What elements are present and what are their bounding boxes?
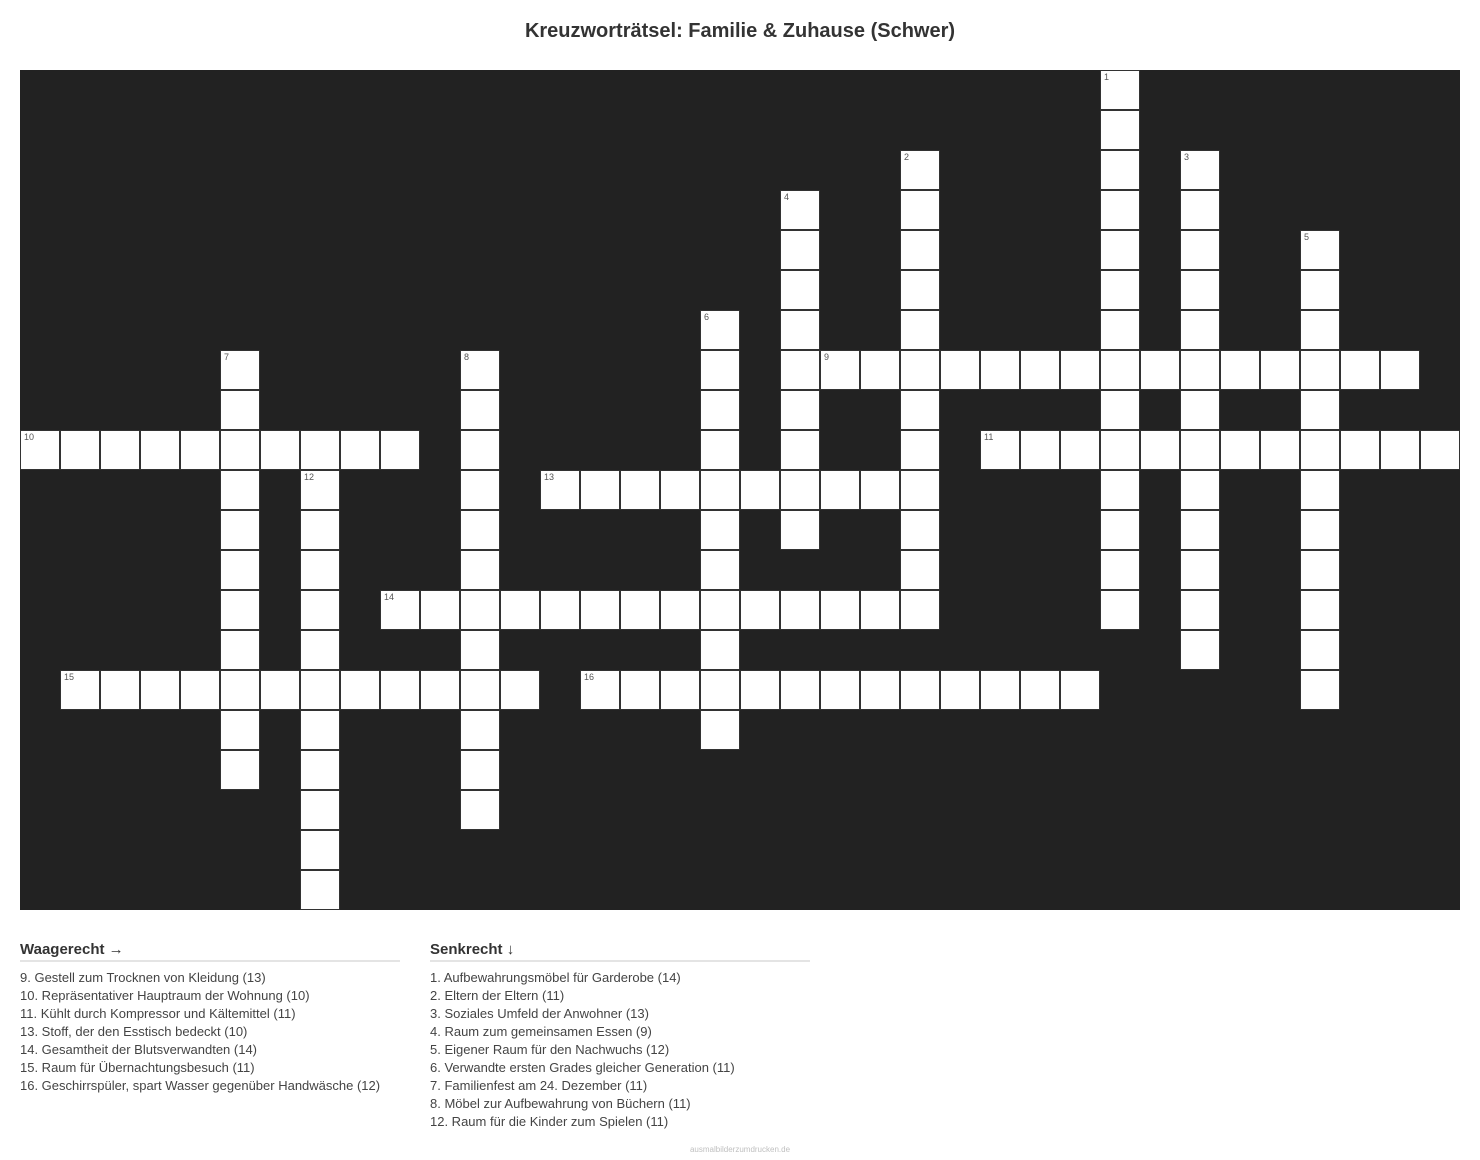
down-clue: 5. Eigener Raum für den Nachwuchs (12) [430, 1042, 670, 1057]
clue-number: 8 [464, 352, 470, 362]
grid-cell[interactable] [900, 350, 940, 390]
grid-cell[interactable] [1300, 470, 1340, 510]
down-clue: 1. Aufbewahrungsmöbel für Garderobe (14) [430, 970, 681, 985]
grid-cell[interactable] [180, 670, 220, 710]
down-clues-heading: Senkrecht ↓ [430, 941, 810, 962]
grid-cell[interactable] [700, 390, 740, 430]
grid-cell[interactable] [1300, 550, 1340, 590]
grid-cell[interactable] [580, 470, 620, 510]
down-clue: 8. Möbel zur Aufbewahrung von Büchern (11) [430, 1096, 691, 1111]
grid-cell[interactable] [1060, 430, 1100, 470]
grid-cell[interactable] [1140, 350, 1180, 390]
grid-cell[interactable] [700, 550, 740, 590]
grid-cell[interactable] [860, 590, 900, 630]
down-clues-panel [430, 941, 810, 1131]
grid-cell[interactable] [1300, 510, 1340, 550]
grid-cell[interactable] [220, 430, 260, 470]
grid-cell[interactable] [1300, 670, 1340, 710]
grid-cell[interactable] [740, 590, 780, 630]
grid-cell[interactable] [700, 510, 740, 550]
across-clue: 14. Gesamtheit der Blutsverwandten (14) [20, 1042, 258, 1057]
grid-cell[interactable] [820, 350, 860, 390]
grid-cell[interactable] [740, 470, 780, 510]
grid-cell[interactable] [1180, 470, 1220, 510]
grid-cell[interactable] [940, 350, 980, 390]
grid-cell[interactable] [300, 430, 340, 470]
grid-cell[interactable] [220, 630, 260, 670]
grid-cell[interactable] [300, 470, 340, 510]
grid-cell[interactable] [1100, 70, 1140, 110]
clue-number: 4 [784, 192, 790, 202]
grid-cell[interactable] [900, 310, 940, 350]
across-clues-panel [20, 941, 400, 1095]
grid-cell[interactable] [1300, 390, 1340, 430]
grid-cell[interactable] [700, 670, 740, 710]
grid-cell[interactable] [780, 390, 820, 430]
grid-cell[interactable] [460, 630, 500, 670]
grid-cell[interactable] [460, 550, 500, 590]
grid-cell[interactable] [460, 750, 500, 790]
grid-cell[interactable] [1180, 350, 1220, 390]
grid-cell[interactable] [660, 670, 700, 710]
grid-cell[interactable] [940, 670, 980, 710]
across-clue: 13. Stoff, der den Esstisch bedeckt (10) [20, 1024, 248, 1039]
grid-cell[interactable] [1180, 590, 1220, 630]
grid-cell[interactable] [1180, 230, 1220, 270]
grid-cell[interactable] [1260, 430, 1300, 470]
grid-cell[interactable] [1140, 430, 1180, 470]
grid-cell[interactable] [1100, 470, 1140, 510]
grid-cell[interactable] [900, 670, 940, 710]
across-clue: 15. Raum für Übernachtungsbesuch (11) [20, 1060, 255, 1075]
grid-cell[interactable] [1340, 430, 1380, 470]
grid-cell[interactable] [700, 430, 740, 470]
grid-cell[interactable] [1220, 430, 1260, 470]
grid-cell[interactable] [780, 190, 820, 230]
grid-cell[interactable] [1060, 350, 1100, 390]
grid-cell[interactable] [1300, 230, 1340, 270]
grid-cell[interactable] [900, 550, 940, 590]
clue-number: 11 [984, 432, 994, 442]
grid-cell[interactable] [500, 590, 540, 630]
grid-cell[interactable] [900, 230, 940, 270]
grid-cell[interactable] [900, 390, 940, 430]
grid-cell[interactable] [220, 750, 260, 790]
grid-cell[interactable] [540, 590, 580, 630]
grid-cell[interactable] [780, 270, 820, 310]
clue-number: 7 [224, 352, 230, 362]
grid-cell[interactable] [620, 590, 660, 630]
grid-cell[interactable] [1180, 550, 1220, 590]
grid-cell[interactable] [740, 670, 780, 710]
grid-cell[interactable] [380, 670, 420, 710]
clue-number: 14 [384, 592, 395, 602]
clue-number: 13 [544, 472, 555, 482]
grid-cell[interactable] [540, 470, 580, 510]
grid-cell[interactable] [700, 590, 740, 630]
grid-cell[interactable] [460, 430, 500, 470]
grid-cell[interactable] [700, 630, 740, 670]
grid-cell[interactable] [860, 470, 900, 510]
grid-cell[interactable] [900, 470, 940, 510]
grid-cell[interactable] [460, 470, 500, 510]
grid-cell[interactable] [420, 590, 460, 630]
footer-credit: ausmalbilderzumdrucken.de [689, 1145, 791, 1154]
grid-cell[interactable] [1300, 590, 1340, 630]
grid-cell[interactable] [1260, 350, 1300, 390]
grid-cell[interactable] [780, 230, 820, 270]
grid-cell[interactable] [1180, 310, 1220, 350]
grid-cell[interactable] [1100, 390, 1140, 430]
across-clue: 9. Gestell zum Trocknen von Kleidung (13) [20, 970, 266, 985]
grid-cell[interactable] [1300, 310, 1340, 350]
down-clue: 7. Familienfest am 24. Dezember (11) [430, 1078, 648, 1093]
grid-cell[interactable] [580, 590, 620, 630]
grid-cell[interactable] [1100, 270, 1140, 310]
grid-cell[interactable] [1100, 190, 1140, 230]
grid-cell[interactable] [1380, 350, 1420, 390]
grid-cell[interactable] [860, 670, 900, 710]
grid-cell[interactable] [1220, 350, 1260, 390]
grid-cell[interactable] [1180, 510, 1220, 550]
down-clue: 2. Eltern der Eltern (11) [430, 988, 565, 1003]
grid-cell[interactable] [140, 430, 180, 470]
grid-cell[interactable] [820, 470, 860, 510]
grid-cell[interactable] [100, 430, 140, 470]
clue-number: 5 [1304, 232, 1310, 242]
grid-cell[interactable] [380, 430, 420, 470]
grid-cell[interactable] [820, 670, 860, 710]
grid-cell[interactable] [220, 390, 260, 430]
grid-cell[interactable] [460, 790, 500, 830]
grid-cell[interactable] [820, 590, 860, 630]
clue-number: 15 [64, 672, 75, 682]
grid-cell[interactable] [220, 710, 260, 750]
grid-cell[interactable] [1300, 350, 1340, 390]
grid-cell[interactable] [900, 150, 940, 190]
grid-cell[interactable] [620, 670, 660, 710]
grid-cell[interactable] [60, 430, 100, 470]
grid-cell[interactable] [220, 350, 260, 390]
grid-cell[interactable] [700, 710, 740, 750]
grid-cell[interactable] [220, 470, 260, 510]
grid-cell[interactable] [460, 590, 500, 630]
grid-cell[interactable] [300, 630, 340, 670]
grid-cell[interactable] [1340, 350, 1380, 390]
grid-cell[interactable] [900, 190, 940, 230]
grid-cell[interactable] [1180, 430, 1220, 470]
grid-cell[interactable] [460, 710, 500, 750]
grid-cell[interactable] [300, 750, 340, 790]
grid-cell[interactable] [700, 310, 740, 350]
grid-cell[interactable] [1100, 350, 1140, 390]
grid-cell[interactable] [460, 510, 500, 550]
grid-cell[interactable] [140, 670, 180, 710]
grid-cell[interactable] [780, 430, 820, 470]
grid-cell[interactable] [1180, 150, 1220, 190]
grid-cell[interactable] [1100, 150, 1140, 190]
grid-cell[interactable] [220, 550, 260, 590]
grid-cell[interactable] [20, 430, 60, 470]
across-clues-heading: Waagerecht → [20, 941, 400, 962]
crossword-grid [20, 70, 1460, 910]
grid-cell[interactable] [780, 670, 820, 710]
grid-cell[interactable] [300, 870, 340, 910]
grid-cell[interactable] [100, 670, 140, 710]
grid-cell[interactable] [300, 790, 340, 830]
grid-cell[interactable] [260, 430, 300, 470]
grid-cell[interactable] [220, 670, 260, 710]
grid-cell[interactable] [780, 510, 820, 550]
across-clue: 16. Geschirrspüler, spart Wasser gegenüber Handwäsche (12) [20, 1078, 381, 1093]
grid-cell[interactable] [180, 430, 220, 470]
puzzle-title: Kreuzworträtsel: Familie & Zuhause (Schwer) [524, 20, 956, 42]
grid-cell[interactable] [1100, 550, 1140, 590]
down-clue: 3. Soziales Umfeld der Anwohner (13) [430, 1006, 649, 1021]
grid-cell[interactable] [340, 670, 380, 710]
grid-cell[interactable] [340, 430, 380, 470]
grid-cell[interactable] [460, 670, 500, 710]
grid-cell[interactable] [1180, 390, 1220, 430]
across-clue: 11. Kühlt durch Kompressor und Kältemittel (11) [20, 1006, 296, 1021]
grid-cell[interactable] [1100, 430, 1140, 470]
clue-number: 10 [24, 432, 35, 442]
grid-cell[interactable] [580, 670, 620, 710]
grid-cell[interactable] [900, 430, 940, 470]
grid-cell[interactable] [420, 670, 460, 710]
grid-cell[interactable] [900, 590, 940, 630]
grid-cell[interactable] [1180, 190, 1220, 230]
grid-cell[interactable] [1100, 510, 1140, 550]
grid-cell[interactable] [220, 510, 260, 550]
grid-cell[interactable] [500, 670, 540, 710]
grid-cell[interactable] [460, 350, 500, 390]
grid-cell[interactable] [460, 390, 500, 430]
grid-cell[interactable] [660, 590, 700, 630]
grid-cell[interactable] [260, 670, 300, 710]
grid-cell[interactable] [380, 590, 420, 630]
grid-cell[interactable] [1300, 430, 1340, 470]
grid-cell[interactable] [1100, 230, 1140, 270]
grid-cell[interactable] [1060, 670, 1100, 710]
grid-cell[interactable] [1020, 430, 1060, 470]
grid-cell[interactable] [1300, 630, 1340, 670]
grid-cell[interactable] [300, 510, 340, 550]
grid-cell[interactable] [300, 710, 340, 750]
grid-cell[interactable] [980, 350, 1020, 390]
grid-cell[interactable] [780, 590, 820, 630]
grid-cell[interactable] [780, 310, 820, 350]
grid-cell[interactable] [1300, 270, 1340, 310]
grid-cell[interactable] [220, 590, 260, 630]
clue-number: 3 [1184, 152, 1190, 162]
grid-cell[interactable] [1020, 350, 1060, 390]
grid-cell[interactable] [1180, 630, 1220, 670]
grid-cell[interactable] [1100, 590, 1140, 630]
grid-cell[interactable] [780, 350, 820, 390]
clue-number: 2 [904, 152, 910, 162]
grid-cell[interactable] [300, 590, 340, 630]
grid-cell[interactable] [300, 670, 340, 710]
grid-cell[interactable] [660, 470, 700, 510]
grid-cell[interactable] [300, 830, 340, 870]
grid-cell[interactable] [700, 350, 740, 390]
grid-cell[interactable] [1380, 430, 1420, 470]
grid-cell[interactable] [1100, 110, 1140, 150]
grid-cell[interactable] [620, 470, 660, 510]
grid-cell[interactable] [780, 470, 820, 510]
grid-cell[interactable] [900, 270, 940, 310]
grid-cell[interactable] [860, 350, 900, 390]
down-clue: 4. Raum zum gemeinsamen Essen (9) [430, 1024, 652, 1039]
clue-number: 16 [584, 672, 595, 682]
grid-cell[interactable] [1420, 430, 1460, 470]
grid-cell[interactable] [1020, 670, 1060, 710]
grid-cell[interactable] [300, 550, 340, 590]
clue-number: 9 [824, 352, 830, 362]
grid-cell[interactable] [980, 670, 1020, 710]
down-clue: 6. Verwandte ersten Grades gleicher Generation (11) [430, 1060, 735, 1075]
grid-cell[interactable] [700, 470, 740, 510]
grid-cell[interactable] [1180, 270, 1220, 310]
clue-number: 12 [304, 472, 315, 482]
down-clue: 12. Raum für die Kinder zum Spielen (11) [430, 1114, 669, 1129]
grid-cell[interactable] [980, 430, 1020, 470]
across-clue: 10. Repräsentativer Hauptraum der Wohnung (10) [20, 988, 310, 1003]
clue-number: 6 [704, 312, 710, 322]
grid-cell[interactable] [60, 670, 100, 710]
grid-cell[interactable] [900, 510, 940, 550]
clue-number: 1 [1104, 72, 1110, 82]
grid-cell[interactable] [1100, 310, 1140, 350]
